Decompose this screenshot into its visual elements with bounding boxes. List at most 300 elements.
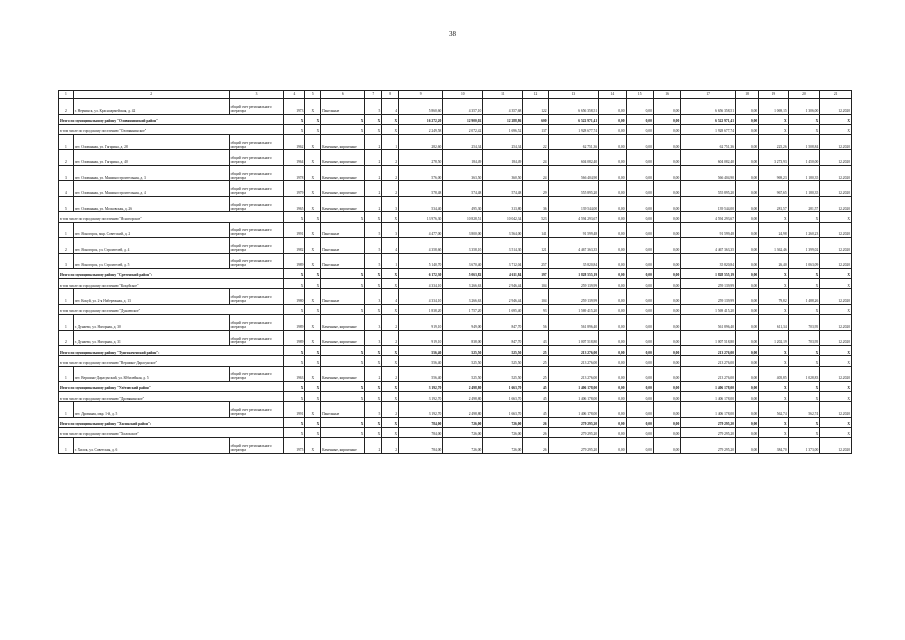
value-cell: 213 276,00 <box>681 346 736 356</box>
value-cell: 0,00 <box>626 238 653 254</box>
value-cell: 0,00 <box>599 238 626 254</box>
value-cell: 2 498,80 <box>443 382 483 392</box>
value-cell: 24 <box>523 165 548 181</box>
value-cell: 0,00 <box>736 392 759 402</box>
value-cell: 0,00 <box>736 114 759 124</box>
row-number-cell: 2 <box>59 99 74 115</box>
value-cell: 2 <box>365 366 382 382</box>
value-cell: 12.2020 <box>820 289 852 305</box>
value-cell: 281,57 <box>759 196 788 212</box>
value-cell: 0,00 <box>653 279 680 289</box>
building-row <box>59 222 852 238</box>
value-cell: 525,50 <box>443 366 483 382</box>
value-cell: 561 896,40 <box>548 315 599 331</box>
value-cell: 1 828 555,19 <box>681 269 736 279</box>
value-cell: 0,00 <box>626 99 653 115</box>
row-number-cell: 1 <box>59 289 74 305</box>
value-cell: 10 042,34 <box>483 212 523 222</box>
value-cell: 2 <box>365 196 382 212</box>
value-cell: 726,00 <box>443 438 483 454</box>
value-cell: X <box>820 392 852 402</box>
group-label-cell: Итого по муниципальному району "Оловяннинский район" <box>59 114 284 124</box>
value-cell: 0,00 <box>653 114 680 124</box>
value-cell: X <box>305 134 321 150</box>
value-cell: 1991 <box>284 222 305 238</box>
value-cell: 726,00 <box>483 417 523 427</box>
value-cell: 604 082,40 <box>548 150 599 166</box>
value-cell: 1 260,23 <box>788 222 820 238</box>
value-cell: 1 928 677,74 <box>548 124 599 134</box>
value-cell: X <box>321 428 365 438</box>
row-number-cell: 1 <box>59 315 74 331</box>
building-row <box>59 253 852 269</box>
value-cell: 0,00 <box>599 279 626 289</box>
value-cell: X <box>305 366 321 382</box>
group-label-cell: в том числе по городскому поселению "Кокуйское" <box>59 279 284 289</box>
fund-method-cell: общий счет регионального оператора <box>229 438 284 454</box>
value-cell: X <box>820 124 852 134</box>
settlement-subtotal-row <box>59 212 852 222</box>
value-cell: 0,00 <box>653 181 680 197</box>
wall-material-cell: Каменные, кирпичные <box>321 165 365 181</box>
value-cell: X <box>788 428 820 438</box>
value-cell: 6 172,30 <box>399 269 443 279</box>
group-label-cell: в том числе по городскому поселению "Дунаевское" <box>59 304 284 314</box>
value-cell: X <box>305 253 321 269</box>
group-label-cell: Итого по муниципальному району "Тунгокоченский район": <box>59 346 284 356</box>
value-cell: 12.2020 <box>820 134 852 150</box>
value-cell: 1 663,70 <box>483 392 523 402</box>
district-total-row <box>59 417 852 427</box>
value-cell: X <box>321 356 365 366</box>
value-cell: 0,00 <box>599 289 626 305</box>
value-cell: X <box>820 356 852 366</box>
fund-method-cell: общий счет регионального оператора <box>229 181 284 197</box>
value-cell: X <box>321 279 365 289</box>
value-cell: X <box>284 124 305 134</box>
value-cell: 1 488,26 <box>788 289 820 305</box>
value-cell: 1 406 178,00 <box>548 392 599 402</box>
value-cell: 259 139,99 <box>681 289 736 305</box>
value-cell: 0,00 <box>599 181 626 197</box>
value-cell: X <box>788 356 820 366</box>
value-cell: 556,40 <box>399 346 443 356</box>
column-number-cell: 15 <box>626 91 653 99</box>
value-cell: 838,00 <box>443 330 483 346</box>
value-cell: X <box>382 124 399 134</box>
value-cell: 12 288,86 <box>483 114 523 124</box>
value-cell: 91 599,48 <box>548 222 599 238</box>
value-cell: 2 <box>365 134 382 150</box>
value-cell: 3 192,70 <box>399 392 443 402</box>
building-row <box>59 181 852 197</box>
value-cell: 10 828,51 <box>443 212 483 222</box>
value-cell: 0,00 <box>599 382 626 392</box>
value-cell: 6 656 358,51 <box>548 99 599 115</box>
value-cell: 137 <box>523 124 548 134</box>
value-cell: 45 <box>523 382 548 392</box>
wall-material-cell: Панельные <box>321 253 365 269</box>
value-cell: 281,57 <box>788 196 820 212</box>
address-cell: г. Дунаево, ул. Нагорная, д. 30 <box>73 315 229 331</box>
value-cell: 2 <box>382 165 399 181</box>
fund-method-cell: общий счет регионального оператора <box>229 134 284 150</box>
value-cell: 578,48 <box>399 181 443 197</box>
value-cell: 363,50 <box>443 165 483 181</box>
wall-material-cell: Каменные, кирпичные <box>321 330 365 346</box>
value-cell: 0,00 <box>626 289 653 305</box>
column-number-cell: 13 <box>548 91 599 99</box>
value-cell: 0,00 <box>736 402 759 418</box>
value-cell: 1980 <box>284 289 305 305</box>
value-cell: X <box>365 382 382 392</box>
value-cell: X <box>759 356 788 366</box>
value-cell: 4 467 363,35 <box>548 238 599 254</box>
value-cell: 726,00 <box>483 428 523 438</box>
value-cell: 0,00 <box>653 428 680 438</box>
value-cell: 4 467 363,35 <box>681 238 736 254</box>
value-cell: 5 <box>365 238 382 254</box>
wall-material-cell: Панельные <box>321 238 365 254</box>
value-cell: 56 <box>523 315 548 331</box>
value-cell: 0,00 <box>626 356 653 366</box>
address-cell: г. Дунаево, ул. Нагорная, д. 31 <box>73 330 229 346</box>
wall-material-cell: Каменные, кирпичные <box>321 315 365 331</box>
value-cell: 5 <box>365 222 382 238</box>
settlement-subtotal-row <box>59 304 852 314</box>
value-cell: X <box>365 304 382 314</box>
value-cell: 1 663,70 <box>483 402 523 418</box>
value-cell: 0,00 <box>736 238 759 254</box>
value-cell: X <box>820 346 852 356</box>
value-cell: 0,00 <box>626 366 653 382</box>
value-cell: 0,00 <box>626 304 653 314</box>
value-cell: 919,10 <box>399 315 443 331</box>
value-cell: 43 <box>523 330 548 346</box>
row-number-cell: 1 <box>59 134 74 150</box>
value-cell: 2 072,42 <box>443 124 483 134</box>
value-cell: 5 <box>365 402 382 418</box>
value-cell: X <box>820 382 852 392</box>
value-cell: X <box>382 417 399 427</box>
value-cell: 2 <box>382 315 399 331</box>
value-cell: 91 599,48 <box>681 222 736 238</box>
value-cell: 12.2020 <box>820 196 852 212</box>
value-cell: 12.2020 <box>820 402 852 418</box>
value-cell: 4 357,10 <box>443 99 483 115</box>
value-cell: 62 751,36 <box>681 134 736 150</box>
building-row <box>59 330 852 346</box>
value-cell: 4 357,68 <box>483 99 523 115</box>
value-cell: 0,00 <box>626 330 653 346</box>
value-cell: 1 306,00 <box>788 99 820 115</box>
value-cell: X <box>305 315 321 331</box>
value-cell: 1 928 677,74 <box>681 124 736 134</box>
value-cell: X <box>321 269 365 279</box>
value-cell: 0,00 <box>653 196 680 212</box>
value-cell: 0,00 <box>653 417 680 427</box>
address-cell: пгт. Ясногорск, ул. Строителей, д. 5 <box>73 253 229 269</box>
value-cell: 566 404,90 <box>681 165 736 181</box>
value-cell: 254,34 <box>443 134 483 150</box>
value-cell: 0,00 <box>653 289 680 305</box>
value-cell: 1989 <box>284 330 305 346</box>
value-cell: 5 <box>365 99 382 115</box>
value-cell: X <box>305 304 321 314</box>
value-cell: X <box>321 114 365 124</box>
value-cell: 384,70 <box>759 438 788 454</box>
value-cell: 949,00 <box>443 315 483 331</box>
district-total-row <box>59 269 852 279</box>
value-cell: X <box>284 304 305 314</box>
value-cell: 0,00 <box>626 134 653 150</box>
value-cell: X <box>321 392 365 402</box>
value-cell: 0,00 <box>736 356 759 366</box>
value-cell: 0,00 <box>599 150 626 166</box>
value-cell: X <box>759 304 788 314</box>
value-cell: 2 <box>382 181 399 197</box>
value-cell: 4 477,00 <box>399 222 443 238</box>
value-cell: 534,40 <box>399 196 443 212</box>
value-cell: 0,00 <box>626 392 653 402</box>
value-cell: 967,65 <box>759 181 788 197</box>
value-cell: 3 <box>365 289 382 305</box>
value-cell: 525,50 <box>483 366 523 382</box>
value-cell: X <box>321 382 365 392</box>
value-cell: 12.2020 <box>820 222 852 238</box>
value-cell: X <box>788 392 820 402</box>
fund-method-cell: общий счет регионального оператора <box>229 150 284 166</box>
value-cell: X <box>365 356 382 366</box>
value-cell: 104 <box>523 289 548 305</box>
value-cell: 0,00 <box>736 438 759 454</box>
value-cell: 611,34 <box>759 315 788 331</box>
value-cell: 0,00 <box>626 428 653 438</box>
row-number-cell: 2 <box>59 330 74 346</box>
value-cell: 784,00 <box>399 438 443 454</box>
value-cell: 279 295,20 <box>548 428 599 438</box>
value-cell: 225,26 <box>759 134 788 150</box>
settlement-subtotal-row <box>59 428 852 438</box>
fund-method-cell: общий счет регионального оператора <box>229 238 284 254</box>
value-cell: 604 082,40 <box>681 150 736 166</box>
value-cell: 1 569 415,20 <box>681 304 736 314</box>
value-cell: 1 007 518,80 <box>548 330 599 346</box>
value-cell: 0,00 <box>736 124 759 134</box>
value-cell: 0,00 <box>736 99 759 115</box>
value-cell: 562,74 <box>788 402 820 418</box>
building-row <box>59 196 852 212</box>
value-cell: X <box>788 304 820 314</box>
value-cell: 969,23 <box>759 165 788 181</box>
value-cell: 1 450,00 <box>788 150 820 166</box>
value-cell: 12.2020 <box>820 315 852 331</box>
value-cell: 5 860,60 <box>399 99 443 115</box>
value-cell: 1989 <box>284 315 305 331</box>
value-cell: 0,00 <box>626 402 653 418</box>
value-cell: 1 007 518,80 <box>681 330 736 346</box>
column-number-cell: 5 <box>305 91 321 99</box>
value-cell: 784,00 <box>399 417 443 427</box>
value-cell: 0,00 <box>736 417 759 427</box>
value-cell: X <box>788 382 820 392</box>
value-cell: 847,70 <box>483 330 523 346</box>
value-cell: 25 <box>523 356 548 366</box>
value-cell: 259 139,99 <box>548 289 599 305</box>
value-cell: 600 <box>523 114 548 124</box>
value-cell: 22 <box>523 134 548 150</box>
value-cell: X <box>788 114 820 124</box>
value-cell: X <box>365 212 382 222</box>
group-label-cell: в том числе по городскому поселению "Ясногорское" <box>59 212 284 222</box>
value-cell: 1 663,70 <box>483 382 523 392</box>
value-cell: 3 192,70 <box>399 402 443 418</box>
value-cell: 0,00 <box>736 428 759 438</box>
value-cell: 26,40 <box>759 253 788 269</box>
value-cell: 0,00 <box>599 392 626 402</box>
value-cell: 1 757,20 <box>443 304 483 314</box>
value-cell: X <box>382 346 399 356</box>
value-cell: 0,00 <box>653 356 680 366</box>
group-label-cell: в том числе по городскому поселению "Дровянинское" <box>59 392 284 402</box>
fund-method-cell: общий счет регионального оператора <box>229 253 284 269</box>
value-cell: X <box>759 428 788 438</box>
value-cell: 0,00 <box>599 346 626 356</box>
value-cell: 279 295,20 <box>548 417 599 427</box>
value-cell: X <box>284 279 305 289</box>
fund-method-cell: общий счет регионального оператора <box>229 315 284 331</box>
value-cell: 13 976,30 <box>399 212 443 222</box>
building-row <box>59 165 852 181</box>
value-cell: X <box>759 269 788 279</box>
value-cell: 35 820,84 <box>548 253 599 269</box>
value-cell: 4 <box>382 238 399 254</box>
value-cell: 1989 <box>284 253 305 269</box>
fund-method-cell: общий счет регионального оператора <box>229 196 284 212</box>
value-cell: X <box>284 269 305 279</box>
value-cell: X <box>759 417 788 427</box>
value-cell: 0,00 <box>626 279 653 289</box>
value-cell: 0,00 <box>736 330 759 346</box>
value-cell: 12.2020 <box>820 238 852 254</box>
value-cell: 3 564,00 <box>483 222 523 238</box>
district-total-row <box>59 346 852 356</box>
column-number-cell: 9 <box>399 91 443 99</box>
value-cell: 405,85 <box>759 366 788 382</box>
fund-method-cell: общий счет регионального оператора <box>229 402 284 418</box>
value-cell: 525,50 <box>483 346 523 356</box>
value-cell: 3 266,63 <box>443 279 483 289</box>
value-cell: 576,00 <box>399 165 443 181</box>
value-cell: X <box>321 304 365 314</box>
value-cell: 556,40 <box>399 356 443 366</box>
value-cell: 1991 <box>284 402 305 418</box>
value-cell: 0,00 <box>626 269 653 279</box>
value-cell: 0,00 <box>599 124 626 134</box>
value-cell: X <box>305 402 321 418</box>
value-cell: 5 140,70 <box>399 253 443 269</box>
column-number-cell: 18 <box>736 91 759 99</box>
value-cell: 726,00 <box>443 428 483 438</box>
value-cell: 3 514,30 <box>483 238 523 254</box>
value-cell: 1 028,83 <box>788 366 820 382</box>
value-cell: 0,00 <box>736 222 759 238</box>
capital-repair-table-sheet <box>58 90 852 454</box>
value-cell: 1973 <box>284 99 305 115</box>
value-cell: X <box>284 382 305 392</box>
settlement-subtotal-row <box>59 124 852 134</box>
value-cell: X <box>365 417 382 427</box>
value-cell: 555 895,20 <box>681 181 736 197</box>
value-cell: 0,00 <box>599 165 626 181</box>
value-cell: 1 202,19 <box>759 330 788 346</box>
value-cell: 0,00 <box>736 346 759 356</box>
value-cell: 2 <box>382 438 399 454</box>
address-cell: пгт. Оловянная, ул. Машиностроительная, д. 3 <box>73 165 229 181</box>
address-cell: г. Нерчинск, ул. Красноармейская, д. 42 <box>73 99 229 115</box>
value-cell: X <box>321 212 365 222</box>
value-cell: 3 712,04 <box>483 253 523 269</box>
value-cell: X <box>382 356 399 366</box>
value-cell: 2 <box>382 150 399 166</box>
value-cell: X <box>305 269 321 279</box>
value-cell: 0,00 <box>626 222 653 238</box>
value-cell: 12.2020 <box>820 150 852 166</box>
value-cell: X <box>284 392 305 402</box>
value-cell: X <box>820 279 852 289</box>
column-number-cell: 8 <box>382 91 399 99</box>
value-cell: 213 276,00 <box>681 366 736 382</box>
value-cell: X <box>305 356 321 366</box>
value-cell: 35 820,84 <box>681 253 736 269</box>
address-cell: пгт. Оловянная, ул. Гагарина, д. 40 <box>73 150 229 166</box>
column-number-cell: 7 <box>365 91 382 99</box>
value-cell: X <box>788 269 820 279</box>
value-cell: X <box>382 269 399 279</box>
value-cell: X <box>305 438 321 454</box>
column-number-cell: 17 <box>681 91 736 99</box>
value-cell: 0,00 <box>653 330 680 346</box>
value-cell: 0,00 <box>626 438 653 454</box>
value-cell: 1979 <box>284 181 305 197</box>
value-cell: X <box>820 114 852 124</box>
value-cell: 16 272,20 <box>399 114 443 124</box>
row-number-cell: 5 <box>59 196 74 212</box>
building-row <box>59 438 852 454</box>
value-cell: 0,00 <box>736 279 759 289</box>
value-cell: 0,00 <box>653 392 680 402</box>
value-cell: 1962 <box>284 134 305 150</box>
wall-material-cell: Каменные, кирпичные <box>321 134 365 150</box>
value-cell: 562,74 <box>759 402 788 418</box>
value-cell: 0,00 <box>653 382 680 392</box>
wall-material-cell: Каменные, кирпичные <box>321 150 365 166</box>
value-cell: X <box>305 165 321 181</box>
value-cell: 0,00 <box>653 150 680 166</box>
value-cell: 360,50 <box>483 165 523 181</box>
value-cell: 1963 <box>284 366 305 382</box>
value-cell: 0,00 <box>736 366 759 382</box>
value-cell: X <box>305 222 321 238</box>
value-cell: 0,00 <box>736 165 759 181</box>
value-cell: 0,00 <box>599 356 626 366</box>
value-cell: 0,00 <box>653 269 680 279</box>
value-cell: 726,00 <box>443 417 483 427</box>
column-number-cell: 14 <box>599 91 626 99</box>
value-cell: 0,00 <box>736 134 759 150</box>
value-cell: 122 <box>523 99 548 115</box>
value-cell: 0,00 <box>626 114 653 124</box>
